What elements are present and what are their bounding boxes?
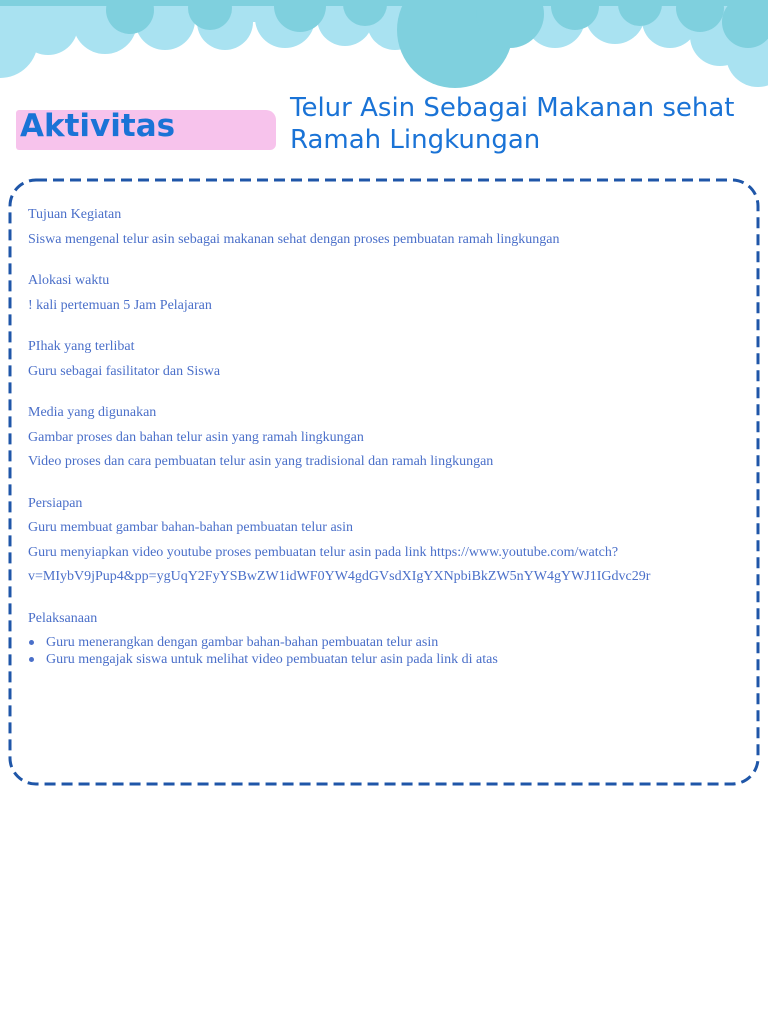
section-heading: PIhak yang terlibat [28, 339, 135, 354]
section-line: Guru membuat gambar bahan-bahan pembuatan telur asin [28, 520, 353, 535]
section-heading: Alokasi waktu [28, 273, 110, 288]
section-line-link: v=MIybV9jPup4&pp=ygUqY2FyYSBwZW1idWF0YW4gdGVsdXIgYXNpbiBkZW5nYW4gYWJ1IGdvc29r [28, 569, 651, 584]
activity-title: Telur Asin Sebagai Makanan sehat Ramah Lingkungan [290, 93, 735, 155]
activity-content [28, 206, 748, 692]
section-pelaksanaan [28, 610, 748, 669]
section-media [28, 404, 748, 471]
section-heading: Persiapan [28, 495, 83, 511]
section-line-link: Guru menyiapkan video youtube proses pembuatan telur asin pada link https://www.youtube.com/watch? [28, 544, 619, 560]
section-alokasi-waktu [28, 272, 748, 314]
section-line: ! kali pertemuan 5 Jam Pelajaran [28, 297, 212, 313]
section-pihak-terlibat [28, 338, 748, 380]
section-persiapan [28, 495, 748, 586]
section-line: Video proses dan cara pembuatan telur asin yang tradisional dan ramah lingkungan [28, 454, 494, 469]
activity-label: Aktivitas [20, 108, 176, 144]
section-line: Guru sebagai fasilitator dan Siswa [28, 363, 221, 379]
section-tujuan-kegiatan [28, 206, 748, 248]
pelaksanaan-list [28, 634, 748, 668]
list-item: Guru menerangkan dengan gambar bahan-bahan pembuatan telur asin [28, 634, 748, 651]
list-item: Guru mengajak siswa untuk melihat video pembuatan telur asin pada link di atas [28, 651, 748, 668]
section-line: Gambar proses dan bahan telur asin yang ramah lingkungan [28, 429, 364, 445]
section-line: Siswa mengenal telur asin sebagai makanan sehat dengan proses pembuatan ramah lingkungan [28, 231, 560, 247]
section-heading: Tujuan Kegiatan [28, 207, 122, 222]
section-heading: Pelaksanaan [28, 610, 98, 626]
section-heading: Media yang digunakan [28, 405, 157, 420]
